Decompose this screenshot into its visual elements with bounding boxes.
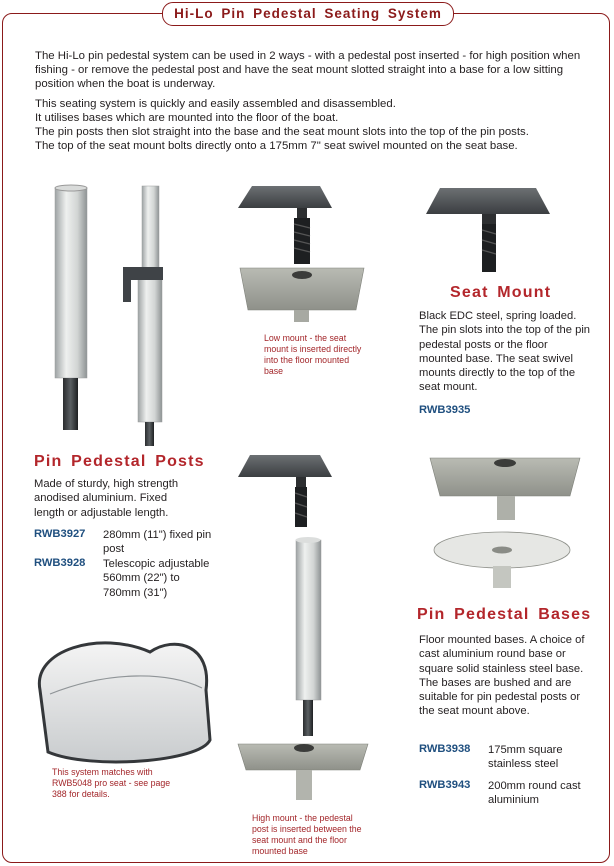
telescopic-post-image: [123, 186, 163, 446]
intro-line: It utilises bases which are mounted into the floor of the boat.: [35, 111, 339, 124]
round-base-image: [434, 532, 570, 588]
post-desc: 280mm (11") fixed pin post: [103, 529, 212, 556]
intro-line: This seating system is quickly and easily assembled and disassembled.: [35, 97, 396, 110]
posts-description: Made of sturdy, high strength anodised aluminium. Fixed length or adjustable length.: [34, 478, 179, 519]
seat-mount-code: RWB3935: [419, 404, 471, 416]
square-base-image: [430, 458, 580, 520]
fixed-post-image: [55, 185, 87, 430]
intro-line: The pin posts then slot straight into the base and the seat mount slots into the top of the pin posts.: [35, 126, 529, 139]
base-desc: 200mm round cast aluminium: [488, 780, 581, 807]
low-mount-seat-mount-image: [238, 186, 364, 322]
posts-heading: Pin Pedestal Posts: [34, 453, 205, 470]
bases-description: Floor mounted bases. A choice of cast aluminium round base or square solid stainless steel base. The bases are bushed and are suitable for pin pedestal posts or the seat mount above.: [419, 634, 585, 718]
base-desc: 175mm square stainless steel: [488, 744, 563, 771]
base-code: RWB3938: [419, 743, 471, 755]
pro-seat-image: [39, 643, 210, 762]
seat-mount-heading: Seat Mount: [450, 284, 552, 301]
high-mount-caption: High mount - the pedestal post is inserted between the seat mount and the floor mounted base: [252, 813, 362, 856]
bases-heading: Pin Pedestal Bases: [417, 606, 592, 623]
page-title: Hi-Lo Pin Pedestal Seating System: [174, 6, 442, 21]
seat-mount-description: Black EDC steel, spring loaded. The pin slots into the top of the pin pedestal posts or the floor mounted base. The seat swivel mounts directly to the top of the seat mount.: [419, 310, 591, 394]
post-code: RWB3928: [34, 557, 86, 569]
base-code: RWB3943: [419, 779, 471, 791]
intro-paragraph: The Hi-Lo pin pedestal system can be used in 2 ways - with a pedestal post inserted - for high position when fishing - or remove the pedestal post and have the seat mount slotted straight into a base for a low sitting position when the boat is underway.: [35, 50, 581, 91]
intro-line: The top of the seat mount bolts directly onto a 175mm 7" seat swivel mounted on the seat base.: [35, 140, 518, 153]
seat-mount-image: [426, 188, 550, 272]
post-code: RWB3927: [34, 528, 86, 540]
post-desc: Telescopic adjustable 560mm (22") to 780mm (31"): [103, 558, 210, 599]
low-mount-caption: Low mount - the seat mount is inserted directly into the floor mounted base: [264, 333, 362, 376]
seat-note-caption: This system matches with RWB5048 pro seat - see page 388 for details.: [52, 767, 171, 799]
high-mount-assembly-image: [238, 455, 368, 800]
